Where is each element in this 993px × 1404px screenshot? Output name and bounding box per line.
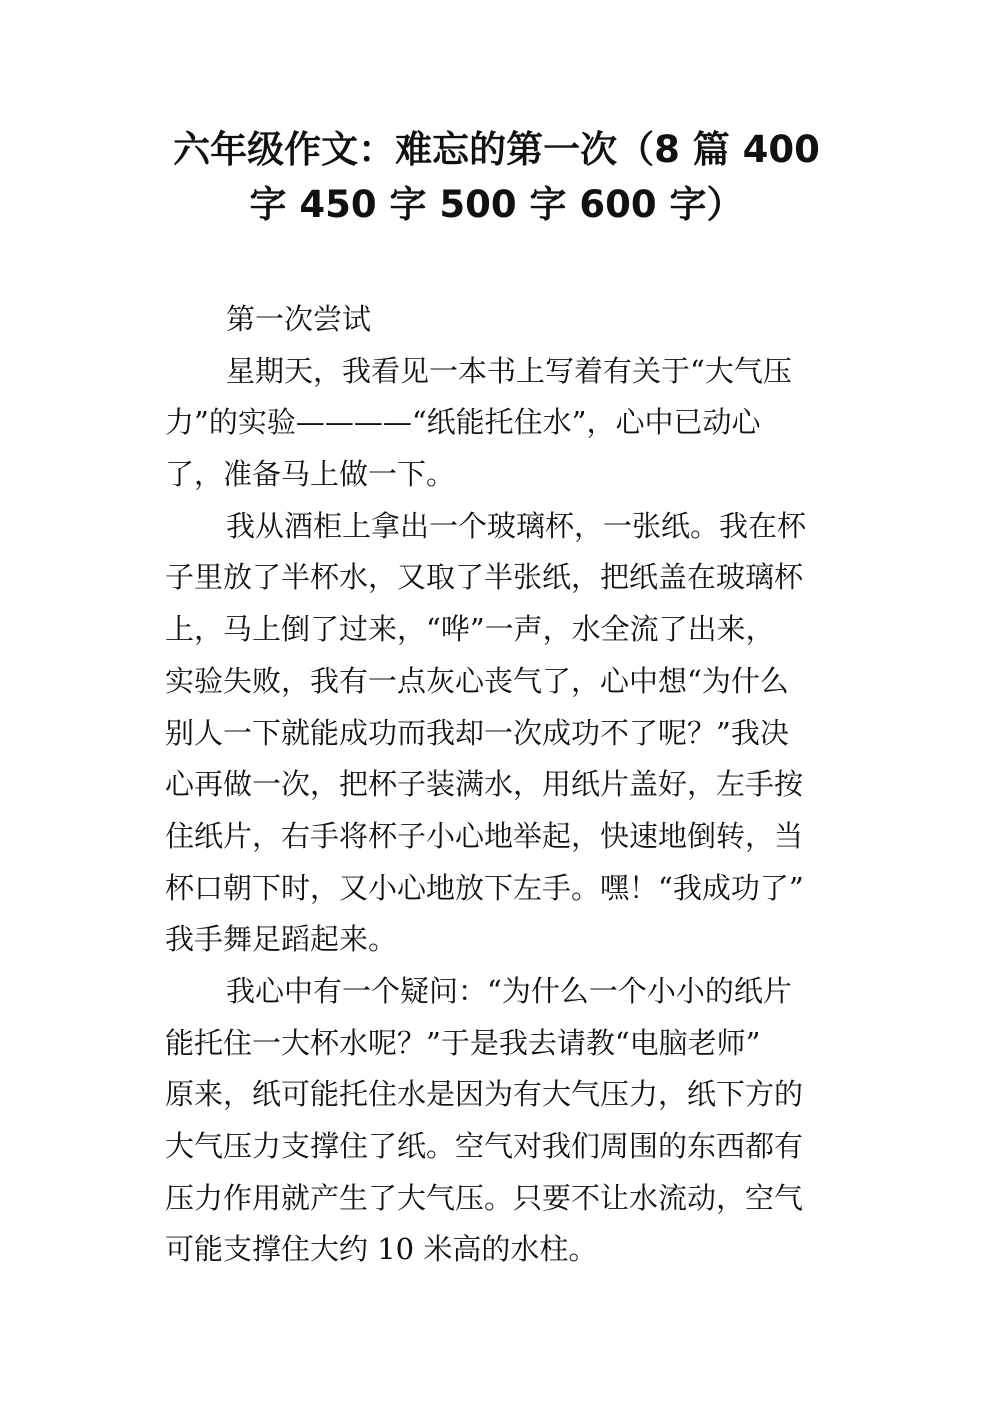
paragraph-line: 了，准备马上做一下。 xyxy=(165,457,456,492)
title-line: 六年级作文：难忘的第一次（8 篇 400 xyxy=(173,128,820,171)
document-title xyxy=(120,122,873,232)
paragraph-first-line: 第一次尝试 xyxy=(226,302,372,336)
paragraph-line: 力”的实验————“纸能托住水”，心中已动心 xyxy=(165,405,761,440)
paragraph-first-line: 我心中有一个疑问：“为什么一个小小的纸片 xyxy=(226,973,792,1008)
paragraph-line: 住纸片，右手将杯子小心地举起，快速地倒转，当 xyxy=(165,818,804,853)
paragraph-first-line: 我从酒柜上拿出一个玻璃杯，一张纸。我在杯 xyxy=(226,508,807,543)
document-body xyxy=(165,294,865,1276)
paragraph-line: 可能支撑住大约 10 米高的水柱。 xyxy=(165,1232,598,1267)
paragraph-line: 压力作用就产生了大气压。只要不让水流动，空气 xyxy=(165,1180,804,1215)
paragraph-line: 心再做一次，把杯子装满水，用纸片盖好，左手按 xyxy=(165,767,804,802)
paragraph-line: 大气压力支撑住了纸。空气对我们周围的东西都有 xyxy=(165,1129,804,1163)
paragraph-line: 杯口朝下时，又小心地放下左手。嘿！“我成功了” xyxy=(165,870,804,905)
title-line: 字 450 字 500 字 600 字） xyxy=(249,183,744,226)
paragraph-line: 原来，纸可能托住水是因为有大气压力，纸下方的 xyxy=(165,1077,804,1112)
paragraph-first-line: 星期天，我看见一本书上写着有关于“大气压 xyxy=(226,353,792,388)
paragraph-line: 别人一下就能成功而我却一次成功不了呢？”我决 xyxy=(165,715,789,750)
paragraph-line: 实验失败，我有一点灰心丧气了，心中想“为什么 xyxy=(165,663,789,698)
paragraph-line: 上，马上倒了过来，“哗”一声，水全流了出来， xyxy=(165,612,775,647)
paragraph-line: 能托住一大杯水呢？”于是我去请教“电脑老师” xyxy=(165,1025,761,1060)
paragraph-line: 子里放了半杯水，又取了半张纸，把纸盖在玻璃杯 xyxy=(165,560,804,595)
paragraph-line: 我手舞足蹈起来。 xyxy=(165,922,398,957)
